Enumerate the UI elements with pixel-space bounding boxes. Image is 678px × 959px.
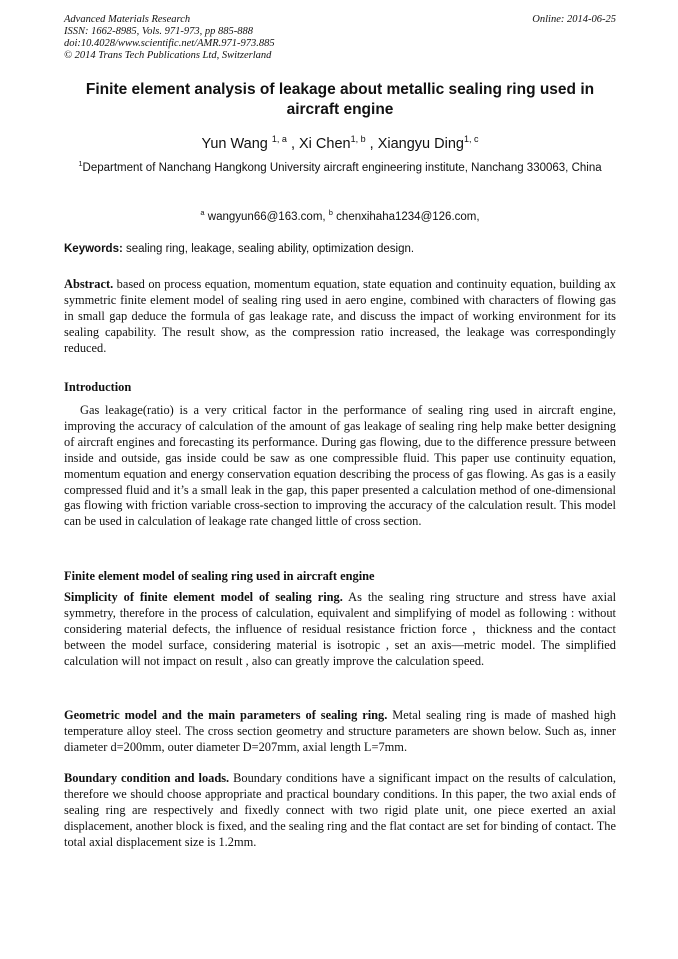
- paragraph-boundary: [64, 771, 616, 851]
- paragraph-text: As the sealing ring structure and stress have axial symmetry, therefore in the process of calculation, equivalent and simplifying of model as following : without considering material defects, the influence of residual resistance friction force ，thickness and the contact between the model surface, considering material is isotropic , set an axis—metric model. The simplified calculation will not impact on result , also can greatly improve the calculation speed.: [64, 590, 617, 668]
- author-superscript: 1, c: [463, 134, 479, 144]
- journal-header: [64, 14, 616, 62]
- email-list: [64, 205, 616, 225]
- copyright-line: © 2014 Trans Tech Publications Ltd, Switzerland: [64, 50, 272, 61]
- online-date: Online: 2014-06-25: [532, 14, 616, 25]
- author-separator: ,: [286, 136, 300, 152]
- author-list: [64, 130, 616, 153]
- keywords-label: Keywords:: [64, 243, 123, 255]
- paragraph-lead: Simplicity of finite element model of sealing ring.: [64, 590, 343, 604]
- journal-name: Advanced Materials Research: [64, 14, 191, 25]
- keywords: [64, 242, 616, 257]
- author-superscript: 1, b: [350, 134, 366, 144]
- affiliation: [64, 156, 616, 176]
- paragraph-simplicity: [64, 590, 616, 670]
- issn-line: ISSN: 1662-8985, Vols. 971-973, pp 885-888: [64, 26, 253, 37]
- section-heading-fem: Finite element model of sealing ring used in aircraft engine: [64, 569, 375, 583]
- email-superscript: b: [328, 208, 333, 217]
- author-name: Xiangyu Ding: [377, 136, 464, 152]
- author-name: Xi Chen: [299, 136, 351, 152]
- keywords-text: sealing ring, leakage, sealing ability, optimization design.: [122, 243, 415, 255]
- doi-line: doi:10.4028/www.scientific.net/AMR.971-973.885: [64, 38, 275, 49]
- section-heading-introduction: Introduction: [64, 380, 132, 394]
- abstract-label: Abstract.: [64, 277, 114, 291]
- email-superscript: a: [200, 208, 205, 217]
- author-separator: ,: [365, 136, 378, 152]
- abstract-text: based on process equation, momentum equation, state equation and continuity equation, building ax symmetric finite element model of sealing ring used in aero engine, combined with characters of flowing gas in small gap deduce the formula of gas leakage rate, and discuss the impact of working environment for its sealing capability. The result show, as the compression ratio increased, the leakage was correspondingly reduced.: [64, 277, 616, 355]
- affiliation-superscript: 1: [78, 159, 83, 168]
- paper-title: Finite element analysis of leakage about metallic sealing ring used in aircraft engine: [85, 81, 595, 118]
- email-a: wangyun66@163.com,: [207, 211, 329, 223]
- author-name: Yun Wang: [201, 136, 268, 152]
- paragraph-text: Metal sealing ring is made of mashed high temperature alloy steel. The cross section geometry and structure parameters are shown below. Such as, inner diameter d=200mm, outer diameter D=207mm, axial length L=7mm.: [64, 708, 616, 754]
- email-b: chenxihaha1234@126.com,: [336, 211, 480, 223]
- paragraph-lead: Geometric model and the main parameters of sealing ring.: [64, 708, 388, 722]
- author-superscript: 1, a: [271, 134, 287, 144]
- abstract: [64, 277, 616, 357]
- paragraph-text: Boundary conditions have a significant impact on the results of calculation, therefore we should choose appropriate and practical boundary conditions. In this paper, the two axial ends of sealing ring are respectively and fixedly connect with two rigid plate unit, one piece exerted an axial displacement, another block is fixed, and the sealing ring and the flat contact are set for binding of contact. The total axial displacement size is 1.2mm.: [64, 771, 616, 849]
- paragraph-lead: Boundary condition and loads.: [64, 771, 230, 785]
- paragraph-geometry: [64, 708, 616, 756]
- introduction-paragraph: Gas leakage(ratio) is a very critical factor in the performance of sealing ring used in aircraft engine, improving the accuracy of calculation of the amount of gas leakage of sealing ring help make better designing of aircraft engines and forecasting its performance. During gas flowing, due to the difference pressure between inside and outside, gas inside could be saw as one compressible fluid. This paper use continuity equation, momentum equation and energy conservation equation describing the process of gas flowing. As gas is a easily compressed fluid and it’s a small leak in the gap, this paper presented a calculation method of one-dimensional gas flowing with friction variable cross-section to improving the accuracy of the calculation result. This model can be used in calculation of leakage rate changed little of cross section.: [64, 403, 616, 529]
- affiliation-text: Department of Nanchang Hangkong University aircraft engineering institute, Nanchang 330063, China: [82, 162, 602, 174]
